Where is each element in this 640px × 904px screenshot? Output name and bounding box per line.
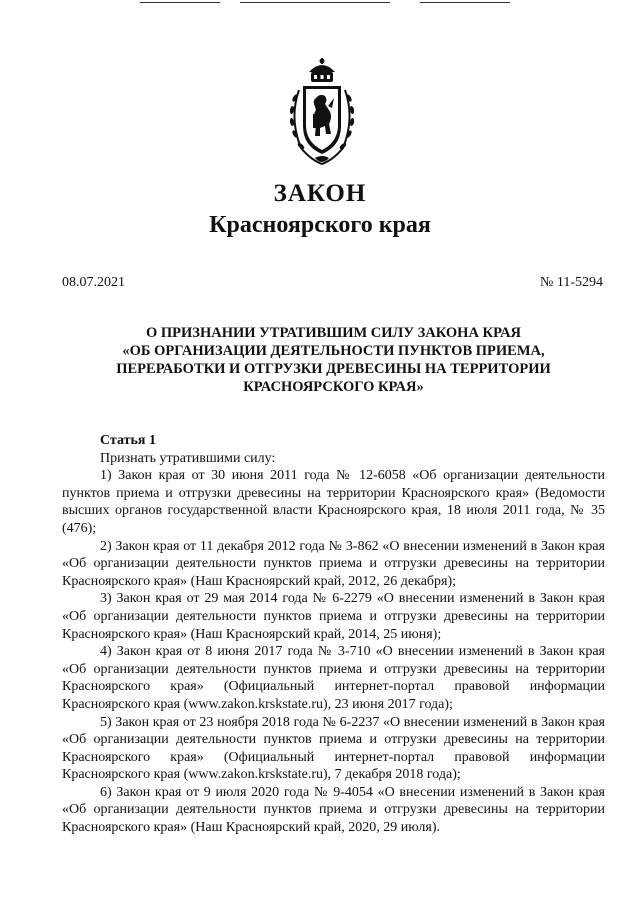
article-item: 3) Закон края от 29 мая 2014 года № 6-2279 «О внесении изменений в Закон края «Об организации деятельности пунктов приема и отгрузки древесины на территории Красноярского края» (Наш Красноярский край, 2014, 25 июня); <box>62 591 605 642</box>
law-number: № 11-5294 <box>540 275 603 290</box>
article-intro: Признать утратившими силу: <box>100 450 276 466</box>
article-title: Статья 1 <box>100 433 156 448</box>
article-item: 6) Закон края от 9 июля 2020 года № 9-4054 «О внесении изменений в Закон края «Об организации деятельности пунктов приема и отгрузки древесины на территории Красноярского края» (Наш Красноярский край, 2020, 29 июля). <box>62 784 605 836</box>
article-body <box>62 432 605 837</box>
article-item: 5) Закон края от 23 ноября 2018 года № 6-2237 «О внесении изменений в Закон края «Об организации деятельности пунктов приема и отгрузки древесины на территории Красноярского края» (Официальный интернет-портал правовой информации Красноярского края (www.zakon.krskstate.ru), 7 декабря 2018 года); <box>62 714 605 783</box>
law-title: ЗАКОН <box>273 180 367 207</box>
heading-line: ПЕРЕРАБОТКИ И ОТГРУЗКИ ДРЕВЕСИНЫ НА ТЕРРИТОРИИ <box>116 361 551 377</box>
law-heading <box>60 324 607 396</box>
law-subtitle: Красноярского края <box>209 212 431 238</box>
top-scan-lines <box>0 0 640 6</box>
article-item: 1) Закон края от 30 июня 2011 года № 12-6058 «Об организации деятельности пунктов приема и отгрузки древесины на территории Красноярского края» (Ведомости высших органов государственной власти Красноярского края, 18 июля 2011 года, № 35 (476); <box>62 468 605 536</box>
law-date: 08.07.2021 <box>62 275 125 290</box>
article-item: 4) Закон края от 8 июня 2017 года № 3-710 «О внесении изменений в Закон края «Об организации деятельности пунктов приема и отгрузки древесины на территории Красноярского края» (Официальный интернет-портал правовой информации Красноярского края (www.zakon.krskstate.ru), 23 июня 2017 года); <box>62 644 605 712</box>
heading-line: «ОБ ОРГАНИЗАЦИИ ДЕЯТЕЛЬНОСТИ ПУНКТОВ ПРИЕМА, <box>122 343 545 359</box>
heading-line: КРАСНОЯРСКОГО КРАЯ» <box>243 379 424 395</box>
law-meta-row <box>62 275 603 291</box>
krasnoyarsk-coat-of-arms-icon <box>287 58 357 168</box>
heading-line: О ПРИЗНАНИИ УТРАТИВШИМ СИЛУ ЗАКОНА КРАЯ <box>145 325 522 341</box>
article-item: 2) Закон края от 11 декабря 2012 года № 3-862 «О внесении изменений в Закон края «Об организации деятельности пунктов приема и отгрузки древесины на территории Красноярского края» (Наш Красноярский край, 2012, 26 декабря); <box>62 538 605 589</box>
